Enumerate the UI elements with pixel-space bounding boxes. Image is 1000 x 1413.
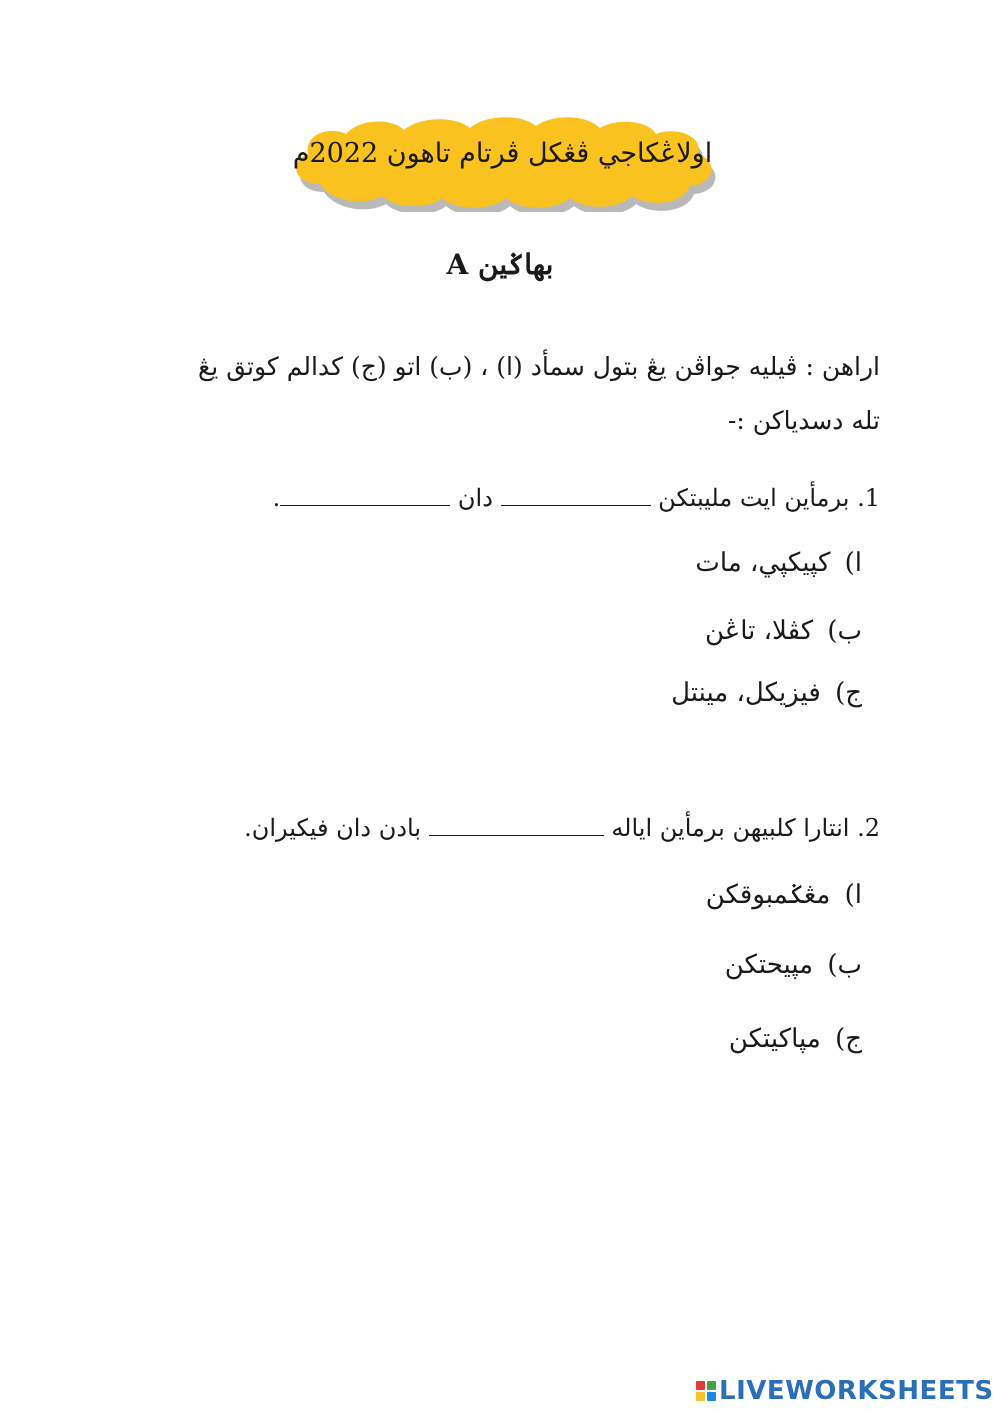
- option-key: ا): [844, 880, 862, 910]
- answer-blank: [280, 487, 450, 506]
- logo-block: [707, 1381, 716, 1390]
- option-text: فيزيكل، مينتل: [671, 678, 821, 708]
- option-a[interactable]: [300, 548, 862, 578]
- option-b[interactable]: [300, 950, 862, 980]
- logo-block: [696, 1381, 705, 1390]
- option-key: ج): [835, 1024, 862, 1054]
- option-c[interactable]: [300, 678, 862, 708]
- logo-block: [696, 1392, 705, 1401]
- logo-block: [707, 1392, 716, 1401]
- option-text: مڠݢمبوقكن: [705, 880, 831, 910]
- option-text: كڽيكڽي، مات: [695, 548, 831, 578]
- option-a[interactable]: [300, 880, 862, 910]
- option-c[interactable]: [300, 1024, 862, 1054]
- question-1: [180, 484, 880, 512]
- option-key: ا): [844, 548, 862, 578]
- question-2: [180, 814, 880, 842]
- question-text: برمأين ايت مليبتكن: [658, 484, 850, 512]
- option-key: ج): [835, 678, 862, 708]
- answer-blank: [501, 487, 651, 506]
- section-title: بهاݢين A: [446, 248, 554, 281]
- question-text: انتارا كلبيهن برمأين اياله: [611, 814, 850, 842]
- question-number: 2.: [857, 814, 880, 842]
- liveworksheets-logo[interactable]: [696, 1374, 994, 1408]
- option-text: مڽاكيتكن: [728, 1024, 821, 1054]
- question-number: 1.: [857, 484, 880, 512]
- option-key: ب): [827, 950, 862, 980]
- option-b[interactable]: [300, 616, 862, 646]
- instruction-text: اراهن : ڤيليه جواڤن يڠ بتول سمأد (ا) ، (ب) اتو (ج) كدالم كوتق يڠ تله دسدياكن :-: [197, 352, 880, 435]
- exam-title: اولاڠكاجي ڤڠكل ڤرتام تاهون 2022م: [292, 137, 713, 169]
- question-text: دان: [457, 484, 493, 512]
- option-key: ب): [827, 616, 862, 646]
- option-text: مڽيحتكن: [724, 950, 814, 980]
- question-end: .: [272, 484, 281, 512]
- logo-blocks-icon: [696, 1381, 716, 1401]
- answer-blank: [429, 817, 604, 836]
- option-text: كڤلا، تاڠن: [704, 616, 814, 646]
- title-cloud: [280, 112, 725, 212]
- question-text: بادن دان فيكيران.: [244, 814, 422, 842]
- logo-text: LIVEWORKSHEETS: [719, 1376, 994, 1406]
